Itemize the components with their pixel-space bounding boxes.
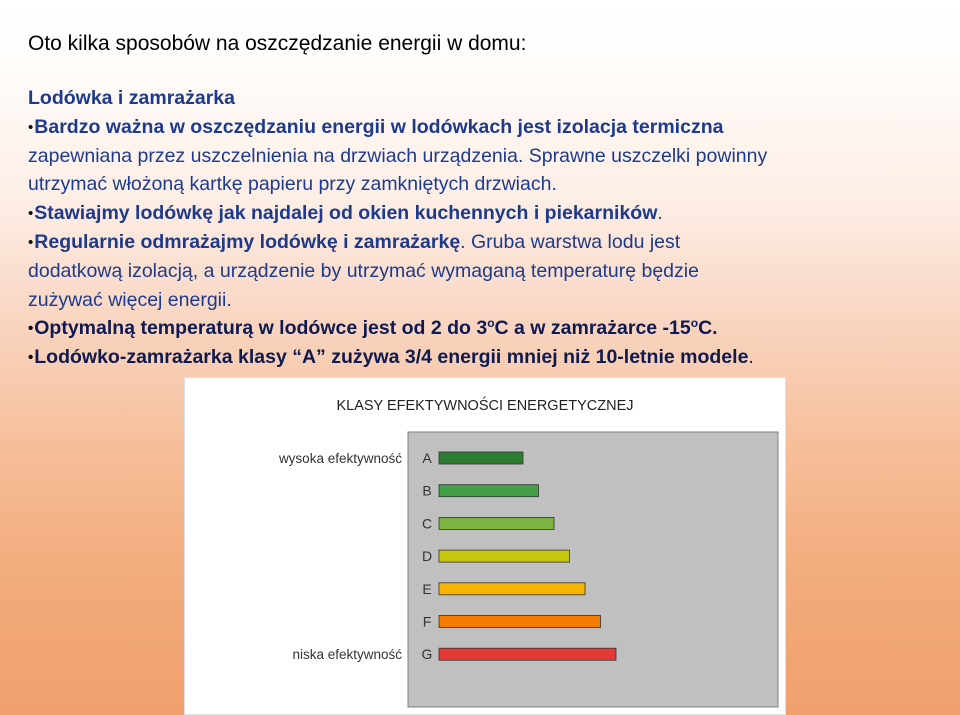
category-label-e: E bbox=[422, 580, 432, 597]
bullet-5-end: . bbox=[748, 346, 754, 369]
bullet-4-text-c: C. bbox=[698, 317, 718, 340]
bar-class-b bbox=[439, 485, 539, 497]
bar-class-a bbox=[439, 452, 523, 464]
category-label-b: B bbox=[422, 482, 432, 499]
bullet-3-bold-text: Regularnie odmrażajmy lodówkę i zamrażarkę bbox=[34, 230, 461, 253]
chart-title: KLASY EFEKTYWNOŚCI ENERGETYCZNEJ bbox=[336, 398, 634, 414]
bullet-1-text: Bardzo ważna w oszczędzaniu energii w lodówkach jest izolacja termiczna bbox=[34, 115, 724, 138]
section-title: Lodówka i zamrażarka bbox=[28, 87, 235, 109]
bar-class-e bbox=[439, 583, 585, 595]
degree-superscript: o bbox=[487, 316, 495, 331]
bar-class-g bbox=[439, 648, 616, 660]
bar-class-f bbox=[439, 616, 601, 628]
bullet-icon: • bbox=[28, 205, 34, 223]
bullet-line-1 bbox=[28, 113, 948, 142]
category-label-a: A bbox=[422, 450, 432, 466]
bullet-2-end: . bbox=[657, 202, 663, 225]
text-line-7: zużywać więcej energii. bbox=[28, 288, 232, 311]
bullet-3-rest-text: . Gruba warstwa lodu jest bbox=[460, 230, 681, 253]
bullet-4-text-a: Optymalną temperaturą w lodówce jest od 2 do 3 bbox=[34, 317, 488, 340]
intro-text: Oto kilka sposobów na oszczędzanie energii w domu: bbox=[28, 32, 527, 55]
bar-class-d bbox=[439, 550, 570, 562]
energy-class-chart bbox=[184, 377, 786, 715]
bullet-line-3 bbox=[28, 228, 948, 257]
fridge-section bbox=[28, 84, 948, 372]
bar-class-c bbox=[439, 517, 554, 529]
annotation-high-efficiency: wysoka efektywność bbox=[278, 451, 402, 466]
text-line-3: utrzymać włożoną kartkę papieru przy zamkniętych drzwiach. bbox=[28, 173, 557, 196]
bullet-icon: • bbox=[28, 118, 34, 136]
bullet-2-text: Stawiajmy lodówkę jak najdalej od okien kuchennych i piekarników bbox=[34, 202, 658, 225]
category-label-c: C bbox=[421, 515, 433, 532]
energy-class-chart-svg bbox=[184, 377, 786, 715]
category-label-f: F bbox=[422, 613, 432, 630]
bullet-4-text-b: C a w zamrażarce -15 bbox=[494, 317, 691, 340]
bullet-icon: • bbox=[28, 320, 34, 338]
text-line-2: zapewniana przez uszczelnienia na drzwiach urządzenia. Sprawne uszczelki powinny bbox=[28, 144, 768, 167]
annotation-low-efficiency: niska efektywność bbox=[292, 647, 402, 663]
bullet-line-4 bbox=[28, 314, 948, 343]
bullet-line-5 bbox=[28, 343, 948, 372]
chart-plot-area bbox=[408, 432, 778, 707]
category-label-g: G bbox=[421, 646, 433, 663]
bullet-line-2 bbox=[28, 199, 948, 228]
bullet-icon: • bbox=[28, 233, 34, 251]
text-line-6: dodatkową izolacją, a urządzenie by utrzymać wymaganą temperaturę będzie bbox=[28, 259, 699, 282]
bullet-icon: • bbox=[28, 349, 34, 367]
bullet-5-text: Lodówko-zamrażarka klasy “A” zużywa 3/4 energii mniej niż 10-letnie modele bbox=[34, 346, 749, 369]
degree-superscript: o bbox=[690, 316, 699, 331]
category-label-d: D bbox=[421, 548, 433, 565]
